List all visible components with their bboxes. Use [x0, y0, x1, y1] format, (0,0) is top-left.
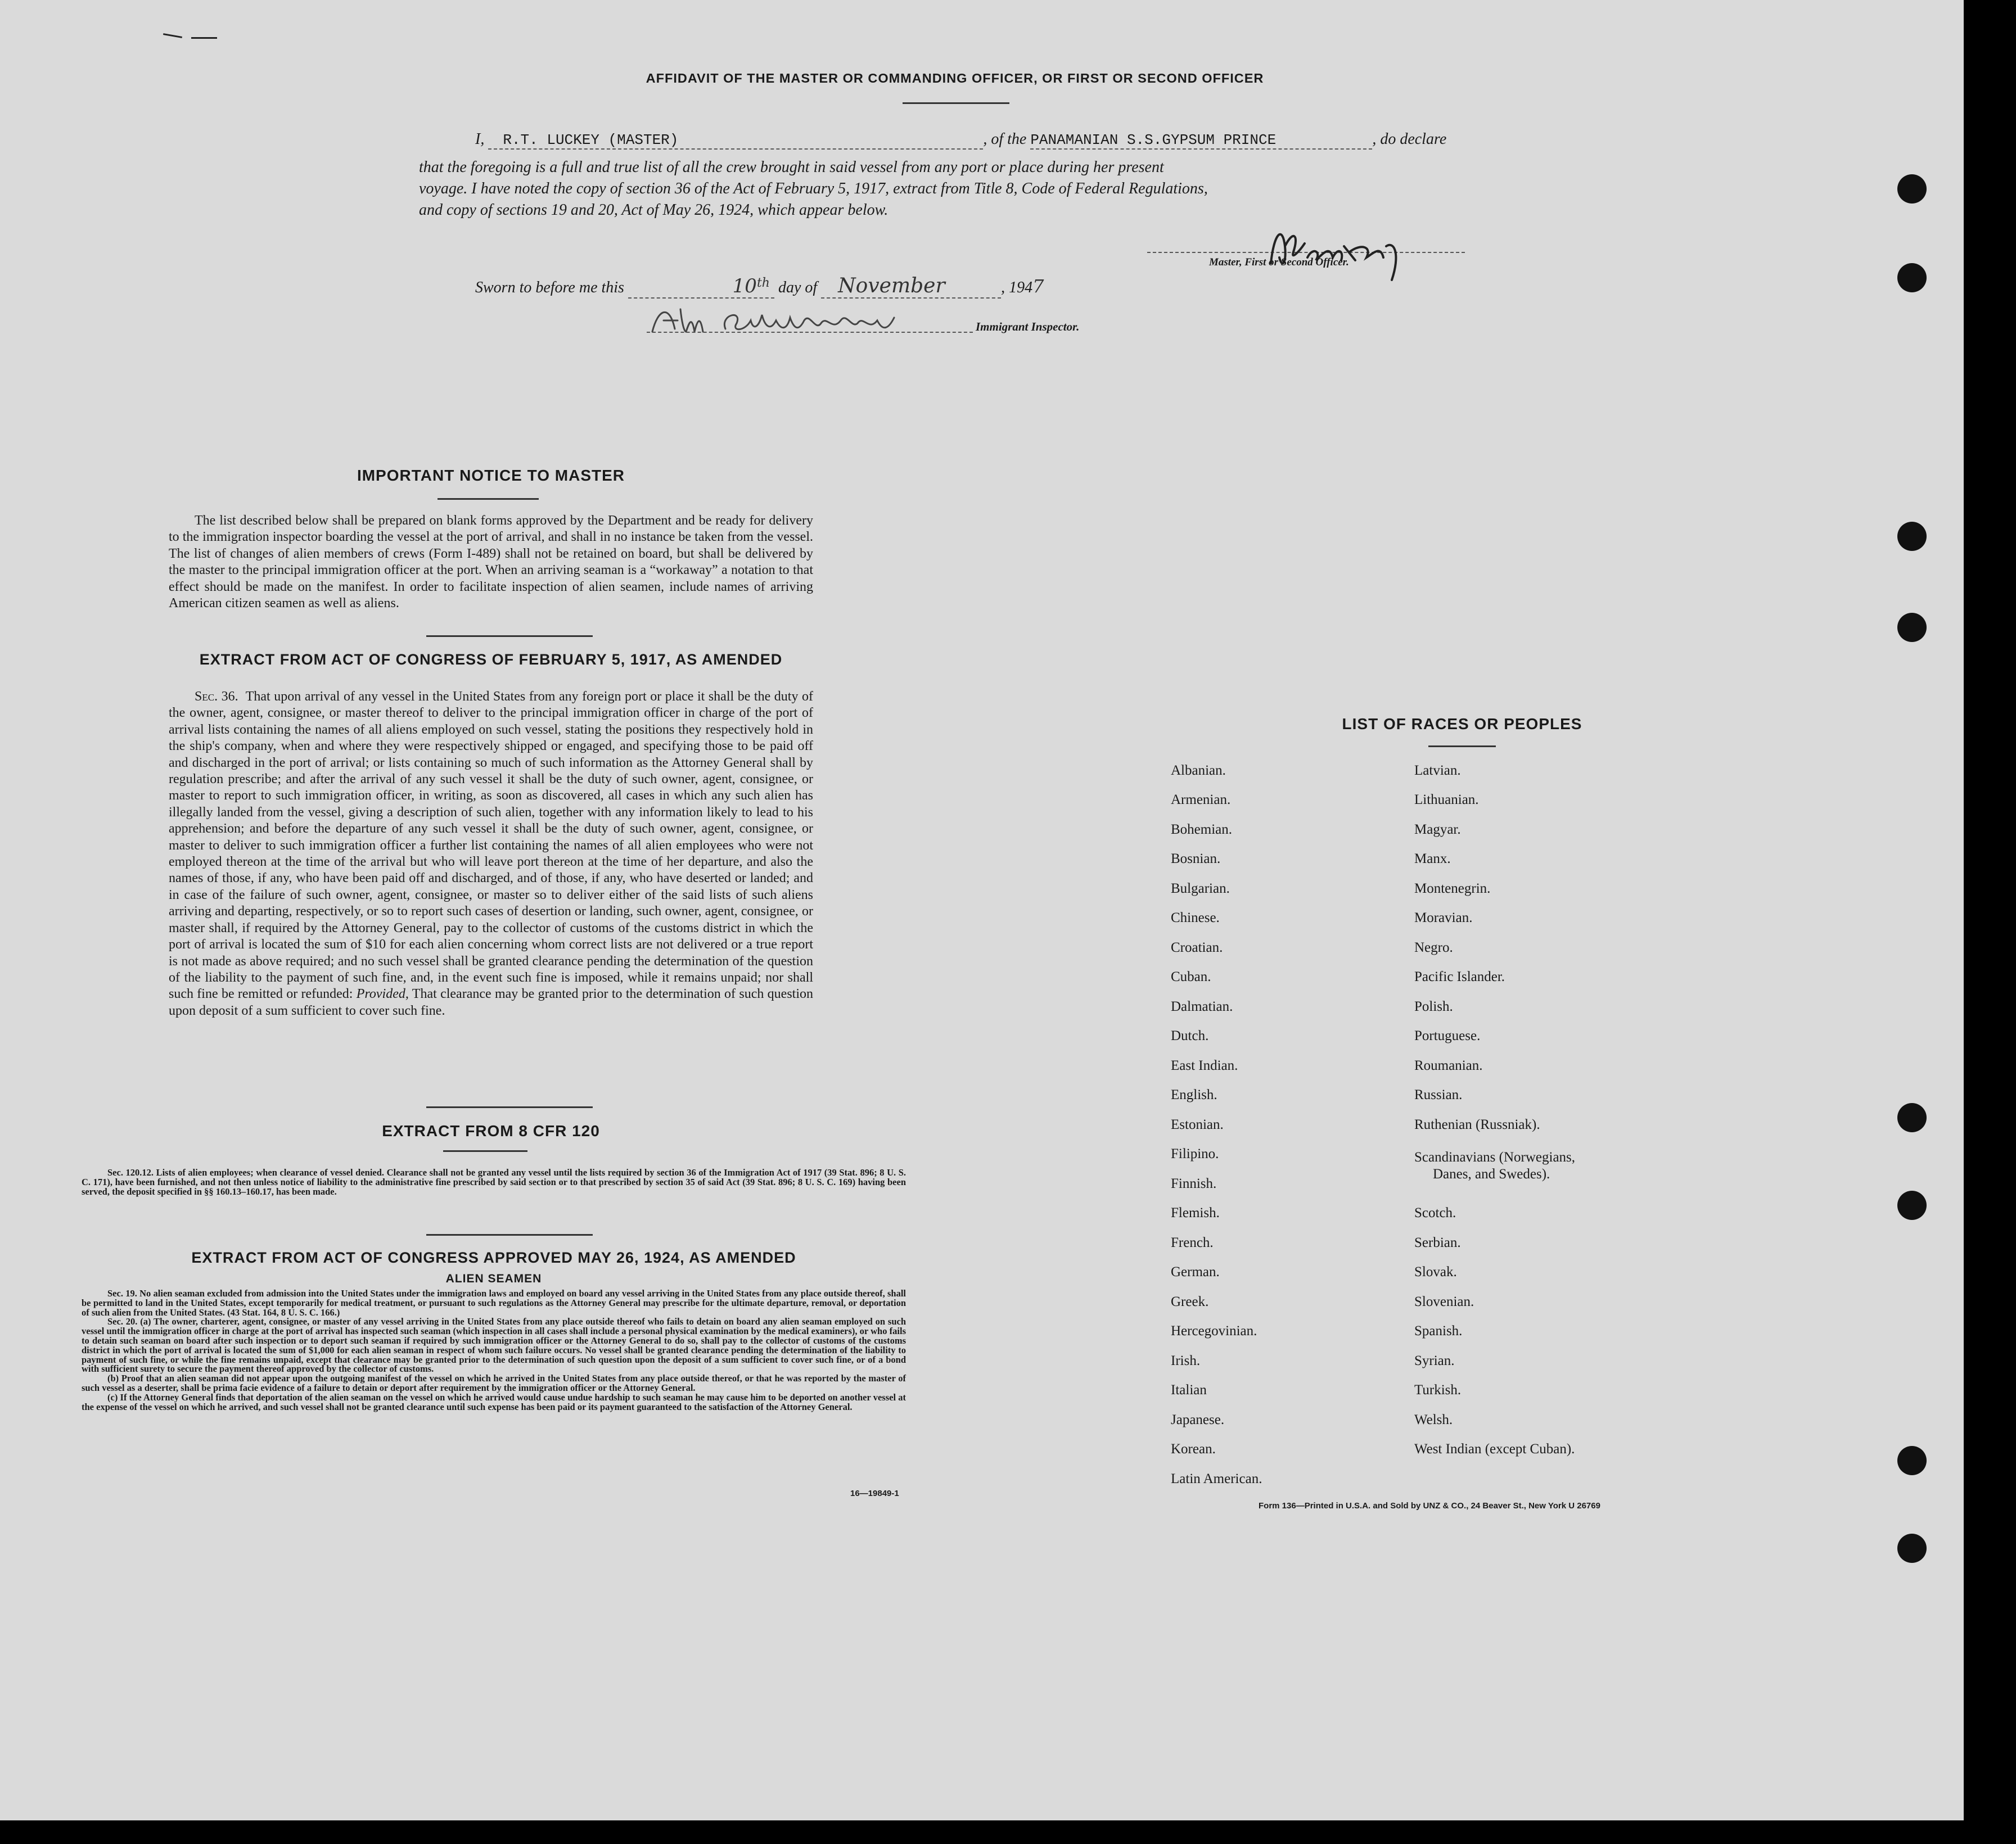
punch-hole	[1897, 1534, 1927, 1563]
sworn-day: 10	[732, 275, 757, 297]
race-right: Magyar.	[1414, 822, 1461, 837]
race-right: Scotch.	[1414, 1205, 1456, 1221]
race-left: Irish.	[1171, 1353, 1201, 1368]
race-right: Danes, and Swedes).	[1433, 1167, 1550, 1182]
sworn-day-suffix: th	[756, 275, 770, 290]
of-the-label: , of the	[983, 130, 1027, 148]
race-right: Serbian.	[1414, 1235, 1461, 1250]
race-right: Pacific Islander.	[1414, 969, 1505, 984]
race-right: Russian.	[1414, 1087, 1463, 1102]
punch-hole	[1897, 1103, 1927, 1132]
sworn-day-field	[628, 275, 774, 299]
inspector-signature	[647, 298, 973, 343]
extract-cfr-title: EXTRACT FROM 8 CFR 120	[382, 1122, 600, 1140]
race-right: Turkish.	[1414, 1382, 1462, 1398]
master-name-field	[488, 130, 983, 150]
declaration-line: that the foregoing is a full and true list of all the crew brought in said vessel from any port or place during her present	[419, 159, 1164, 176]
punch-hole	[1897, 1191, 1927, 1220]
sec-20b-text: (b) Proof that an alien seaman did not appear upon the outgoing manifest of the vessel on which he arrived in the United States from any place outside thereof, or that he was reported by the master of such vessel as a deserter, shall be prima facie evidence of a failure to detain or deport after requirement by the immigration officer or the Attorney General.	[82, 1373, 906, 1393]
race-left: Bosnian.	[1171, 851, 1221, 866]
extract-cfr-text: Sec. 120.12. Lists of alien employees; when clearance of vessel denied. Clearance shall not be granted any vessel until the lists required by section 36 of the Immigration Act of 1917 (39 Stat. 896; 8 U. S. C. 171), have been furnished, and not then unless notice of liability to the administrative fine prescribed by said section or to that prescribed by section 35 of said Act (39 Stat. 896; 8 U. S. C. 169) having been served, the deposit specified in §§ 160.13–160.17, has been made.	[82, 1167, 906, 1197]
race-right: Syrian.	[1414, 1353, 1455, 1368]
vessel-name-field	[1030, 130, 1372, 150]
stray-mark	[191, 37, 217, 39]
race-right: Moravian.	[1414, 910, 1473, 925]
declaration-first-line	[475, 130, 1499, 150]
extract-1924-subtitle: ALIEN SEAMEN	[445, 1272, 542, 1285]
race-right: Polish.	[1414, 999, 1453, 1014]
race-left: Korean.	[1171, 1441, 1216, 1457]
proviso-word: Provided,	[356, 987, 409, 1002]
title-rule	[903, 102, 1009, 104]
extract-1924-text-block	[82, 1289, 906, 1412]
punch-hole	[1897, 263, 1927, 292]
extract-1917-title: EXTRACT FROM ACT OF CONGRESS OF FEBRUARY 5, 1917, AS AMENDED	[199, 651, 783, 668]
punch-hole	[1897, 613, 1927, 642]
sec-19-text: Sec. 19. No alien seaman excluded from admission into the United States under the immigration laws and employed on board any vessel arriving in the United States from any place outside thereof, shall be permitted to land in the United States, except temporarily for medical treatment, or pursuant to such regulations as the Attorney General may prescribe for the ultimate departure, removal, or deportation of such alien from the United States. (43 Stat. 164, 8 U. S. C. 166.)	[82, 1288, 906, 1318]
race-right: Roumanian.	[1414, 1058, 1483, 1073]
extract-cfr-text-block	[82, 1168, 906, 1196]
race-left: English.	[1171, 1087, 1217, 1102]
race-right: Spanish.	[1414, 1323, 1463, 1339]
race-right: Montenegrin.	[1414, 881, 1491, 896]
punch-hole	[1897, 174, 1927, 204]
race-left: Croatian.	[1171, 940, 1223, 955]
notice-text-block	[169, 513, 813, 612]
race-right: Lithuanian.	[1414, 792, 1479, 807]
race-left: Albanian.	[1171, 763, 1226, 778]
notice-rule	[438, 498, 539, 500]
race-left: Japanese.	[1171, 1412, 1225, 1427]
inspector-caption: Immigrant Inspector.	[976, 320, 1080, 333]
vessel-name: PANAMANIAN S.S.GYPSUM PRINCE	[1030, 132, 1277, 148]
race-left: East Indian.	[1171, 1058, 1238, 1073]
punch-hole	[1897, 522, 1927, 551]
punch-hole	[1897, 1446, 1927, 1475]
race-right: Latvian.	[1414, 763, 1461, 778]
race-left: Dutch.	[1171, 1028, 1209, 1043]
race-right: Ruthenian (Russniak).	[1414, 1117, 1540, 1132]
race-left: Filipino.	[1171, 1146, 1219, 1161]
stray-mark	[163, 33, 182, 38]
extract-1917-text-block	[169, 689, 813, 1019]
race-left: Finnish.	[1171, 1176, 1217, 1191]
extract-1917-text	[169, 689, 813, 1019]
race-left: German.	[1171, 1264, 1220, 1280]
do-declare-label: , do declare	[1372, 130, 1447, 148]
race-right: Welsh.	[1414, 1412, 1453, 1427]
extract-1924-title: EXTRACT FROM ACT OF CONGRESS APPROVED MAY 26, 1924, AS AMENDED	[191, 1249, 796, 1266]
race-right: West Indian (except Cuban).	[1414, 1441, 1575, 1457]
race-left: Dalmatian.	[1171, 999, 1233, 1014]
race-left: Hercegovinian.	[1171, 1323, 1257, 1339]
race-right: Slovenian.	[1414, 1294, 1474, 1309]
race-left: Latin American.	[1171, 1471, 1262, 1486]
notice-title: IMPORTANT NOTICE TO MASTER	[357, 467, 625, 484]
race-left: Bohemian.	[1171, 822, 1233, 837]
race-left: Bulgarian.	[1171, 881, 1230, 896]
race-right: Scandinavians (Norwegians,	[1414, 1150, 1576, 1165]
year-suffix: 7	[1032, 275, 1044, 297]
master-caption: Master, First or Second Officer.	[1209, 256, 1349, 268]
year-prefix: , 194	[1001, 279, 1033, 296]
race-left: Italian	[1171, 1382, 1207, 1398]
sec-36-label: Sec. 36.	[195, 689, 238, 704]
sworn-month-field	[821, 274, 1001, 299]
sworn-line	[475, 274, 1044, 299]
race-right: Slovak.	[1414, 1264, 1457, 1280]
master-name: R.T. LUCKEY (MASTER)	[503, 132, 679, 148]
race-left: Armenian.	[1171, 792, 1231, 807]
section-rule	[426, 635, 593, 637]
sec-36-body: That upon arrival of any vessel in the United States from any foreign port or place it shall be the duty of the owner, agent, consignee, or master thereof to deliver to the principal immigration officer in charge of the port of arrival lists containing the names of all aliens employed on such vessel, stating the positions they respectively hold in the ship's company, when and where they were respectively shipped or engaged, and specifying those to be paid off and discharged in the port of arrival; or lists containing so much of such information as the Attorney General shall by regulation prescribe; and after the arrival of any such vessel it shall be the duty of such owner, agent, consignee, or master to report to such immigration officer, in writing, as soon as discovered, all cases in which any such alien has illegally landed from the vessel, giving a description of such alien, together with any information likely to lead to his apprehension; and before the departure of any such vessel it shall be the duty of such owner, agent, consignee, or master to deliver to such immigration officer a further list containing the names of all alien employees who were not employed thereon at the time of the arrival but who will leave port thereon at the time of her departure, and also the names of those, if any, who have been paid off and discharged, and of those, if any, who have deserted or landed; and in case of the failure of such owner, agent, consignee, or master so to deliver either of the said lists of such aliens arriving and departing, respectively, or so to report such cases of desertion or landing, such owner, agent, consignee, or master shall, if required by the Attorney General, pay to the collector of customs of the customs district in which the port of arrival is located the sum of $10 for each alien concerning whom correct lists are not delivered or a true report is not made as above required; and no such vessel shall be granted clearance pending the determination of the question of the liability to the payment of such fine, and, in the event such fine is imposed, while it remains unpaid; nor shall such fine be remitted or refunded:	[169, 689, 813, 1002]
sec-20c-text: (c) If the Attorney General finds that deportation of the alien seaman on the vessel on which he arrived would cause undue hardship to such seaman he may cause him to be deported on another vessel at the expense of the vessel on which he arrived, and such vessel shall not be granted clearance until such expense has been paid or its payment guaranteed to the satisfaction of the Attorney General.	[82, 1391, 906, 1412]
section-rule	[426, 1234, 593, 1236]
declaration-line: voyage. I have noted the copy of section 36 of the Act of February 5, 1917, extract from Title 8, Code of Federal Regulations,	[419, 180, 1208, 197]
sworn-label: Sworn to before me this	[475, 279, 624, 296]
sec-36-proviso: That clearance may be granted prior to the determination of such question upon deposit of a sum sufficient to cover such fine.	[169, 987, 814, 1018]
declaration-text	[419, 157, 1499, 221]
declaration-line: and copy of sections 19 and 20, Act of May 26, 1924, which appear below.	[419, 201, 889, 219]
sworn-month: November	[838, 274, 945, 297]
affidavit-title: AFFIDAVIT OF THE MASTER OR COMMANDING OFFICER, OR FIRST OR SECOND OFFICER	[646, 71, 1264, 85]
races-rule	[1428, 745, 1496, 747]
race-left: Chinese.	[1171, 910, 1220, 925]
printer-line: Form 136—Printed in U.S.A. and Sold by UNZ & CO., 24 Beaver St., New York U 26769	[1259, 1501, 1600, 1511]
cfr-rule	[443, 1150, 527, 1152]
race-left: French.	[1171, 1235, 1214, 1250]
race-right: Negro.	[1414, 940, 1453, 955]
race-left: Flemish.	[1171, 1205, 1220, 1221]
day-of-label: day of	[778, 279, 818, 296]
race-right: Manx.	[1414, 851, 1451, 866]
sec-20a-text: Sec. 20. (a) The owner, charterer, agent, consignee, or master of any vessel arriving in the United States from any place outside thereof who fails to detain on board any alien seaman employed on such vessel until the immigration officer in charge at the port of arrival has inspected such seaman (which inspection in all cases shall include a personal physical examination by the medical examiners), or who fails to detain such seaman on board after such inspection or to deport such seaman if required by such immigration officer or the Attorney General to do so, shall pay to the collector of customs of the customs district in which the port of arrival is located the sum of $1,000 for each alien seaman in respect of whom such failure occurs. No vessel shall be granted clearance pending the determination of the liability to payment of such fine, or while the fine remains unpaid, except that clearance may be granted prior to the determination of such question upon the deposit of a sum sufficient to cover such fine, or of a bond with sufficient surety to secure the payment thereof approved by the collector of customs.	[82, 1316, 906, 1375]
form-number: 16—19849-1	[850, 1489, 899, 1498]
race-left: Greek.	[1171, 1294, 1209, 1309]
section-rule	[426, 1106, 593, 1108]
i-label: I,	[475, 130, 485, 148]
races-title: LIST OF RACES OR PEOPLES	[1342, 715, 1582, 733]
race-left: Estonian.	[1171, 1117, 1224, 1132]
race-right: Portuguese.	[1414, 1028, 1481, 1043]
master-signature	[1260, 213, 1428, 291]
race-left: Cuban.	[1171, 969, 1211, 984]
notice-text: The list described below shall be prepared on blank forms approved by the Department and be ready for delivery to the immigration inspector boarding the vessel at the port of arrival, and shall in no instance be taken from the vessel. The list of changes of alien members of crews (Form I-489) shall not be retained on board, but shall be delivered by the master to the principal immigration officer at the port. When an arriving seaman is a “workaway” a notation to that effect should be made on the manifest. In order to facilitate inspection of alien seamen, include names of arriving American citizen seamen as well as aliens.	[169, 513, 813, 611]
